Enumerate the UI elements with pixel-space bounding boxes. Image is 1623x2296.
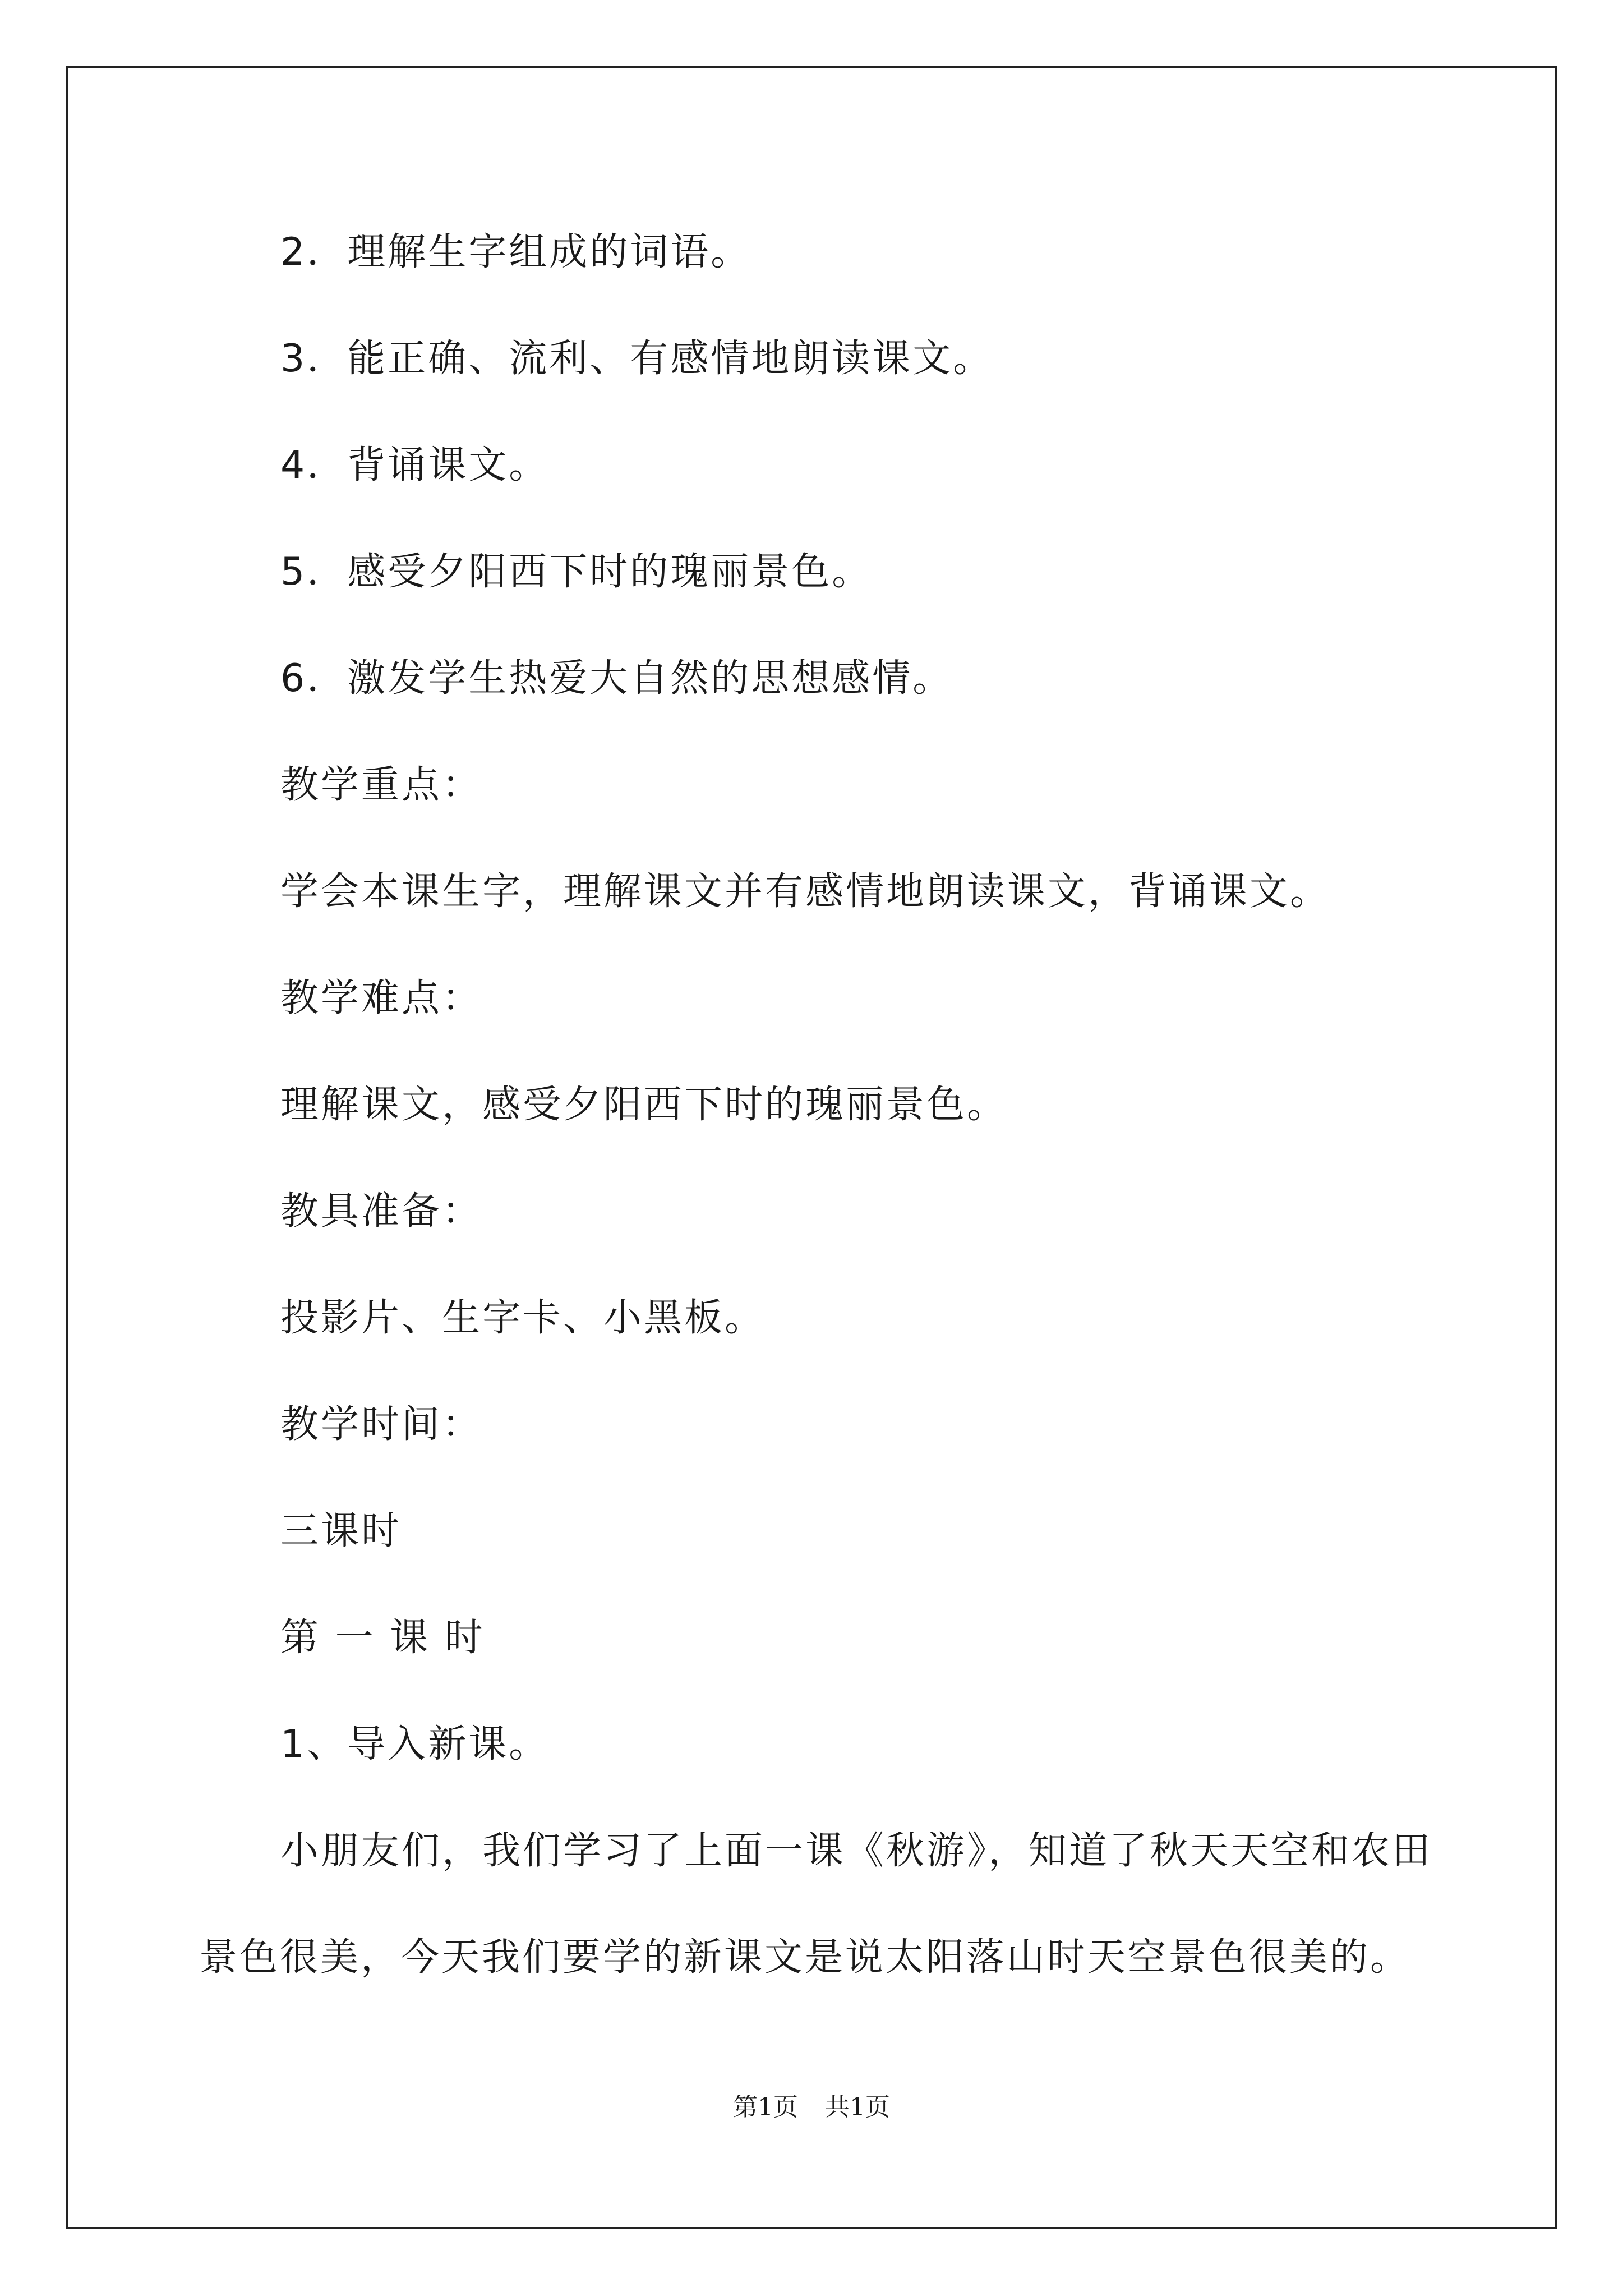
lesson-one-heading: 第 一 课 时 — [280, 1616, 485, 1660]
page-number-total: 共1页 — [825, 2093, 890, 2122]
objective-2: 2．理解生字组成的词语。 — [280, 230, 751, 274]
materials-text: 投影片、生字卡、小黑板。 — [280, 1296, 766, 1340]
objective-5: 5．感受夕阳西下时的瑰丽景色。 — [280, 550, 873, 594]
step-one-heading: 1、导入新课。 — [280, 1722, 550, 1766]
key-points-text: 学会本课生字，理解课文并有感情地朗读课文，背诵课文。 — [280, 869, 1331, 914]
intro-paragraph-line-1: 小朋友们，我们学习了上面一课《秋游》，知道了秋天天空和农田 — [280, 1829, 1433, 1873]
difficulties-heading: 教学难点： — [280, 976, 483, 1020]
objective-4: 4．背诵课文。 — [280, 443, 550, 487]
time-heading: 教学时间： — [280, 1402, 483, 1447]
objective-6: 6．激发学生热爱大自然的思想感情。 — [280, 656, 953, 701]
page-number-current: 第1页 — [733, 2093, 798, 2122]
materials-heading: 教具准备： — [280, 1189, 483, 1234]
page-footer — [0, 2091, 1623, 2124]
time-text: 三课时 — [280, 1509, 402, 1553]
objective-3: 3．能正确、流利、有感情地朗读课文。 — [280, 337, 994, 381]
key-points-heading: 教学重点： — [280, 763, 483, 807]
page-frame — [66, 66, 1557, 2229]
difficulties-text: 理解课文，感受夕阳西下时的瑰丽景色。 — [280, 1083, 1008, 1127]
intro-paragraph-line-2: 景色很美，今天我们要学的新课文是说太阳落山时天空景色很美的。 — [199, 1935, 1411, 1980]
